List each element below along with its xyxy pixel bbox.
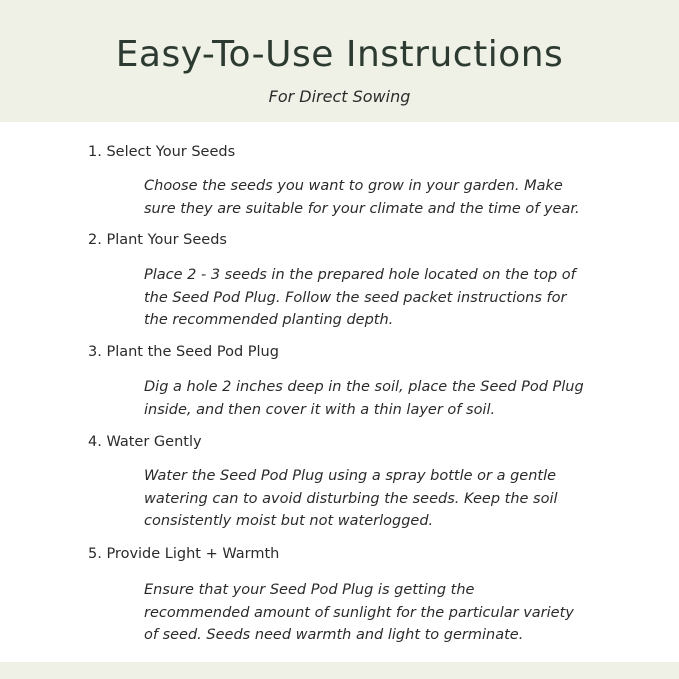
step-5-description [144, 579, 614, 647]
page-subtitle: For Direct Sowing [268, 87, 411, 106]
step-4-title: 4. Water Gently [88, 434, 202, 450]
step-5-line: recommended amount of sunlight for the particular variety [144, 604, 574, 621]
step-4-line: Water the Seed Pod Plug using a spray bottle or a gentle [144, 468, 557, 484]
step-5-title: 5. Provide Light + Warmth [88, 546, 280, 562]
step-3-description [144, 376, 614, 421]
step-3-title: 3. Plant the Seed Pod Plug [88, 344, 279, 360]
step-1-line: sure they are suitable for your climate and the time of year. [144, 200, 580, 217]
step-2-line: Place 2 - 3 seeds in the prepared hole located on the top of [144, 267, 576, 283]
step-5-line: of seed. Seeds need warmth and light to germinate. [144, 627, 524, 643]
step-2-title: 2. Plant Your Seeds [88, 232, 227, 248]
step-2-line: the recommended planting depth. [144, 312, 394, 328]
step-5-line: Ensure that your Seed Pod Plug is getting the [144, 582, 475, 598]
step-1-line: Choose the seeds you want to grow in your garden. Make [144, 178, 563, 194]
step-2-description [144, 264, 614, 332]
footer-band [0, 662, 679, 679]
step-4-line: consistently moist but not waterlogged. [144, 513, 434, 529]
step-4-line: watering can to avoid disturbing the seeds. Keep the soil [144, 490, 558, 507]
page-title: Easy-To-Use Instructions [115, 34, 564, 75]
step-2-line: the Seed Pod Plug. Follow the seed packet instructions for [144, 289, 567, 306]
step-1-title: 1. Select Your Seeds [88, 144, 236, 160]
step-1-description [144, 175, 614, 220]
header-band [0, 0, 679, 122]
step-4-description [144, 465, 614, 533]
step-3-line: Dig a hole 2 inches deep in the soil, place the Seed Pod Plug [144, 379, 584, 395]
step-3-line: inside, and then cover it with a thin layer of soil. [144, 401, 496, 418]
